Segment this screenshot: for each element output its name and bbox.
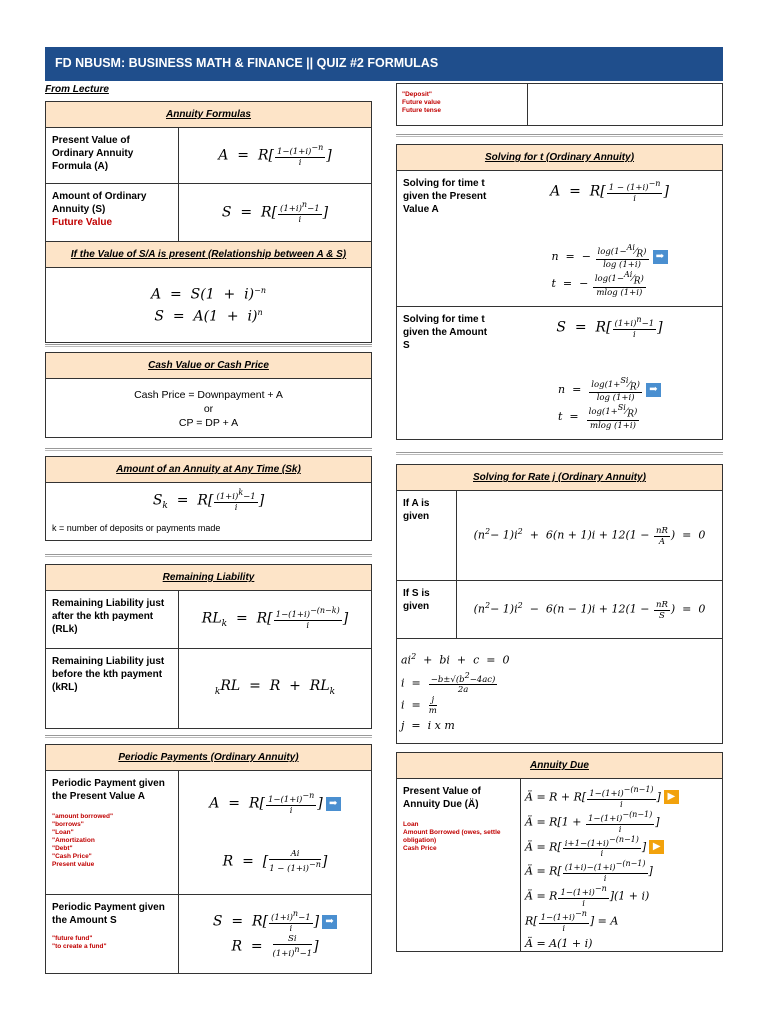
arrow-right-icon: ➡	[322, 915, 337, 929]
solve-j-header: Solving for Rate j (Ordinary Annuity)	[397, 465, 722, 491]
solve-t-header: Solving for t (Ordinary Annuity)	[397, 145, 722, 171]
top-right-notes-box	[396, 83, 723, 126]
periodic-payments-box	[45, 744, 372, 974]
solve-t-a-formulas: A = R[ $\frac{1 - (1+i)^{-n}}{i}$ ] n = − $\frac{\log(1-^{Ai}⁄_R)}{\log (1+i)}$ ➡ t = − $\frac{\log(1-^{Ai}⁄_R)}{mlog (1+i)}$	[550, 179, 669, 298]
pv-ordinary-formula: A = R[ $\frac{1-(1+i)^{-n}}{i}$ ]	[218, 143, 332, 168]
cash-price-or: or	[203, 403, 214, 415]
cash-price-line1: Cash Price = Downpayment + A	[134, 389, 283, 401]
annuity-due-header: Annuity Due	[397, 753, 722, 779]
rl-after-formula: $RL_k = R$[ $\frac{1-(1+i)^{-(n-k)}}{i}$ ]	[201, 605, 349, 631]
separator	[396, 452, 723, 455]
arrow-right-icon: ➡	[653, 250, 668, 264]
pp-pv-notes: "amount borrowed" "borrows" "Loan" "Amortization "Debt" "Cash Price" Present value	[52, 813, 114, 868]
solve-j-box	[396, 464, 723, 744]
annuity-due-label: Present Value of Annuity Due (Ä)	[403, 786, 481, 810]
separator	[396, 134, 723, 137]
amount-ordinary-formula: S = R[ $\frac{(1+i)^n-1}{i}$ ]	[221, 200, 329, 225]
relationship-formulas: $A = S(1 + i)^{-n}$ $S = A(1 + i)^n$	[151, 286, 266, 325]
from-lecture-label: From Lecture	[45, 84, 109, 95]
play-icon: ▶	[649, 840, 664, 854]
rl-before-formula: $_kRL = R + RL_k$	[214, 677, 336, 697]
solve-j-s-formula: $(n^2- 1)i^2 - 6(n - 1)i + 12(1$ − $\frac{nR}{S}$ ) = 0	[473, 599, 706, 621]
solve-j-a-formula: $(n^2- 1)i^2 + 6(n + 1)i + 12(1$ − $\frac{nR}{A}$ ) = 0	[473, 525, 706, 547]
future-value-note: Future Value	[52, 217, 113, 228]
pp-pv-formulas: A = R[ $\frac{1-(1+i)^{-n}}{i}$ ] ➡ R = [ $\frac{Ai}{1 - (1+i)^{-n}}$ ]	[179, 771, 371, 894]
separator	[45, 448, 372, 451]
cash-value-box	[45, 352, 372, 438]
rl-after-label: Remaining Liability just after the kth payment (RLk)	[46, 591, 179, 648]
solve-t-s-formulas: S = R[ $\frac{(1+i)^n-1}{i}$ ] n = $\frac{\log(1+^{Si}⁄_R)}{\log (1+i)}$ ➡ t = $\frac{\log(1+^{Si}⁄_R)}{mlog (1+i)}$	[556, 315, 663, 431]
solve-t-a-label: Solving for time t given the Present Value A	[403, 178, 487, 215]
remaining-liability-box	[45, 564, 372, 729]
deposit-notes: "Deposit" Future value Future tense	[397, 84, 528, 125]
anytime-header: Amount of an Annuity at Any Time (Sk)	[46, 457, 371, 483]
annuity-formulas-box	[45, 101, 372, 343]
rl-before-label: Remaining Liability just before the kth payment (kRL)	[46, 649, 179, 728]
annuity-formulas-header: Annuity Formulas	[46, 102, 371, 128]
cash-value-header: Cash Value or Cash Price	[46, 353, 371, 379]
page-banner: FD NBUSM: BUSINESS MATH & FINANCE || QUIZ #2 FORMULAS	[45, 47, 723, 81]
pp-pv-label: Periodic Payment given the Present Value A	[52, 778, 165, 802]
pv-ordinary-label: Present Value of Ordinary Annuity Formula (A)	[46, 128, 179, 183]
cash-price-line3: CP = DP + A	[178, 417, 239, 429]
solve-t-s-label: Solving for time t given the Amount S	[403, 314, 488, 351]
arrow-right-icon: ➡	[646, 383, 661, 397]
periodic-payments-header: Periodic Payments (Ordinary Annuity)	[46, 745, 371, 771]
separator	[45, 344, 372, 347]
solve-t-box	[396, 144, 723, 440]
pp-s-formulas: S = R[ $\frac{(1+i)^n-1}{i}$ ] ➡ R = $\frac{Si}{(1+i)^n-1}$ ]	[179, 895, 371, 973]
arrow-right-icon: ➡	[326, 797, 341, 811]
annuity-due-box	[396, 752, 723, 952]
annuity-due-formulas: Ä = R + R[ $\frac{1-(1+i)^{-(n-1)}}{i}$ ] ▶ Ä = R[1 + $\frac{1-(1+i)^{-(n-1)}}{i}$ ] Ä = R[ $\frac{i+1-(1+i)^{-(n-1)}}{i}$ ] ▶ Ä = R[ $\frac{(1+i)-(1+i)^{-(n-1)}}{i}$ ] Ä = R $\frac{1-(1+i)^{-n}}{i}$ ](1 + i) R[ $\frac{1-(1+i)^{-n}}{i}$ ] = A Ä = A(1 + i)	[521, 779, 722, 951]
annuity-due-notes: Loan Amount Borrowed (owes, settle obligation) Cash Price	[403, 821, 501, 852]
play-icon: ▶	[664, 790, 679, 804]
solve-j-a-label: If A is given	[397, 491, 457, 580]
separator	[45, 554, 372, 557]
pp-s-label: Periodic Payment given the Amount S	[52, 902, 165, 926]
anytime-formula: $S_k = R$[ $\frac{(1+i)^k-1}{i}$ ]	[152, 488, 265, 514]
solve-j-s-label: If S is given	[397, 581, 457, 638]
relationship-header: If the Value of S/A is present (Relationship between A & S)	[46, 242, 371, 268]
separator	[45, 735, 372, 738]
quadratic-formulas: $ai^2$ + bi + c = 0 i = $\frac{-b\pm√(b^2-4ac)}{2a}$ i = $\frac{j}{m}$ j = i x m	[401, 652, 510, 733]
amount-ordinary-label: Amount of Ordinary Annuity (S)	[52, 191, 147, 215]
anytime-box	[45, 456, 372, 541]
pp-s-notes: "future fund" "to create a fund"	[52, 935, 107, 950]
anytime-note: k = number of deposits or payments made	[52, 523, 221, 533]
remaining-liability-header: Remaining Liability	[46, 565, 371, 591]
